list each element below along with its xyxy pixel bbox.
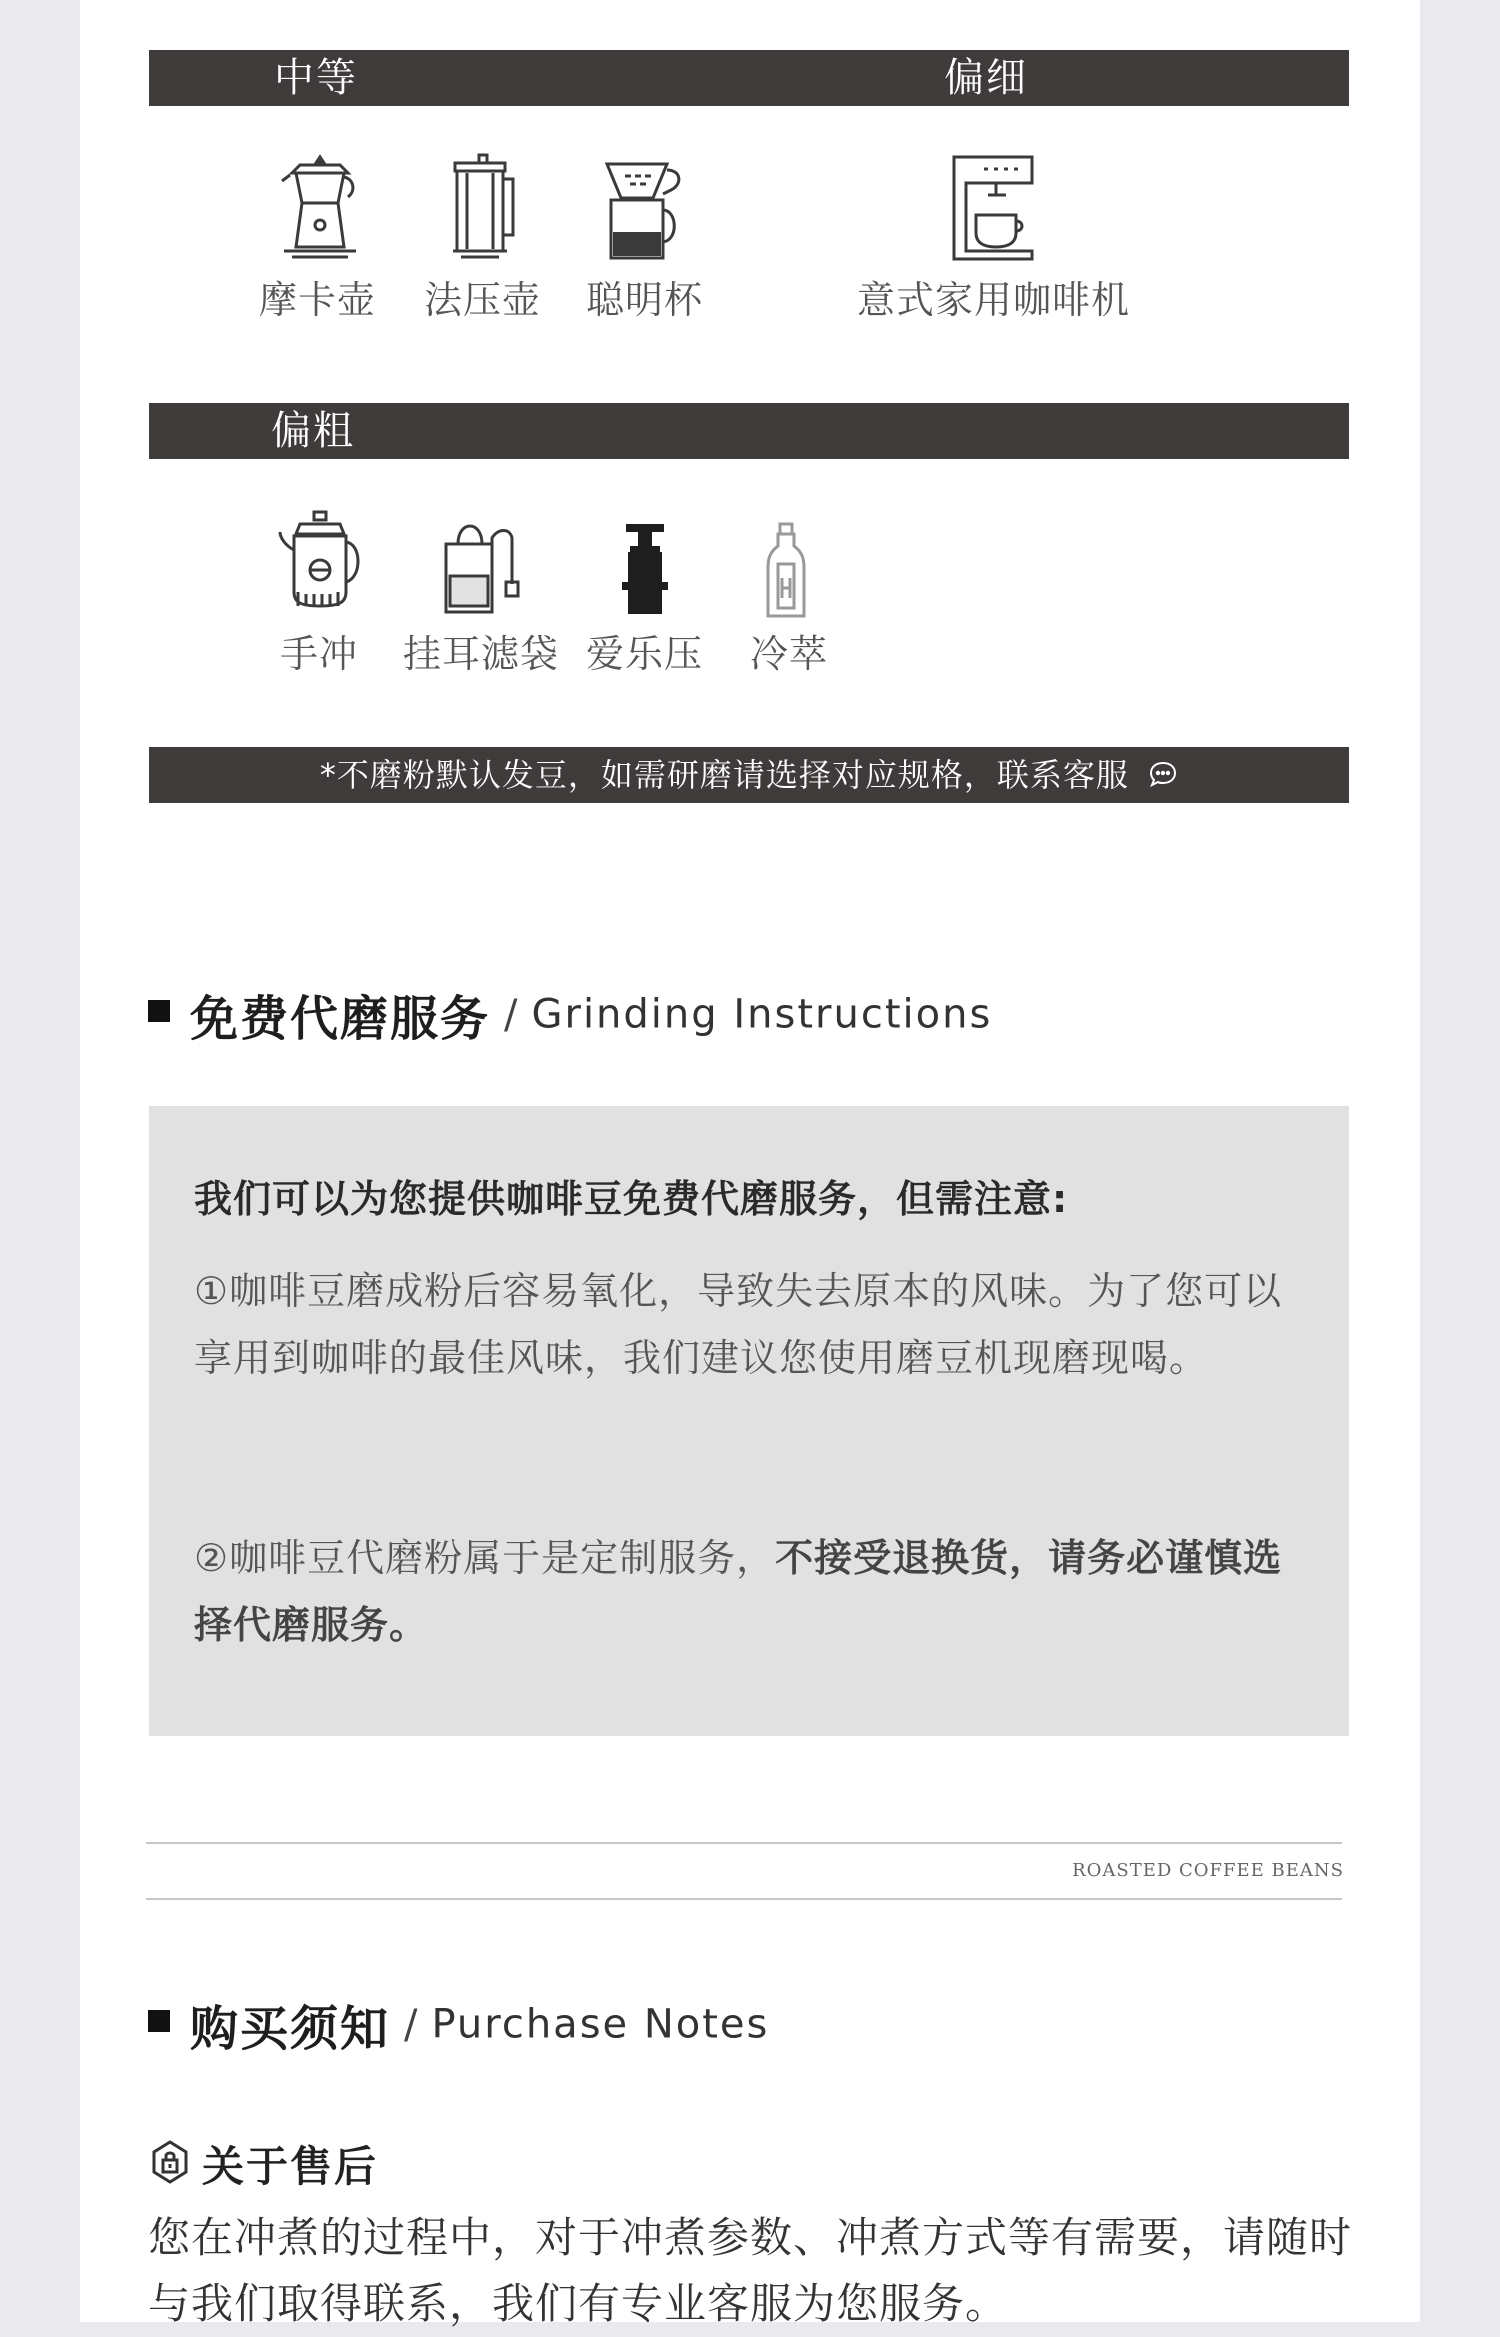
- section-title-en: Grinding Instructions: [531, 991, 993, 1038]
- after-sale-title: [150, 2134, 378, 2194]
- drip-bag-icon: [440, 522, 526, 618]
- grinding-notice-box: [149, 1106, 1349, 1736]
- grind-method-label: 爱乐压: [586, 632, 704, 676]
- espresso-machine-icon: [950, 153, 1036, 265]
- square-bullet-icon: [148, 2010, 170, 2032]
- grinding-notice-heading: 我们可以为您提供咖啡豆免费代磨服务，但需注意:: [194, 1177, 1069, 1221]
- chat-bubble-icon[interactable]: [1148, 749, 1178, 805]
- grind-level-fine-label: 偏细: [944, 55, 1028, 101]
- section-title-en: Purchase Notes: [431, 2001, 770, 2048]
- grind-notice-text: *不磨粉默认发豆，如需研磨请选择对应规格，联系客服: [319, 756, 1129, 794]
- grind-method-label: 冷萃: [750, 632, 829, 676]
- clever-dripper-icon: [603, 160, 687, 266]
- grind-method-label: 意式家用咖啡机: [857, 278, 1131, 322]
- purchase-section-title: [148, 1990, 769, 2059]
- grind-method-label: 聪明杯: [586, 278, 704, 322]
- cold-brew-bottle-icon: [764, 522, 808, 620]
- aeropress-icon: [620, 522, 670, 618]
- paragraph-2-bold-text: 不接受退换货，请务必谨慎选择代磨服务。: [194, 1536, 1283, 1647]
- french-press-icon: [441, 153, 525, 265]
- title-separator: /: [504, 991, 518, 1038]
- after-sale-title-text: 关于售后: [202, 2142, 379, 2191]
- divider-top-line: [146, 1842, 1342, 1844]
- grind-method-label: 挂耳滤袋: [403, 632, 560, 676]
- after-sale-shield-icon: [150, 2140, 190, 2188]
- paragraph-2-normal-text: ②咖啡豆代磨粉属于是定制服务，: [194, 1536, 776, 1580]
- grind-level-bar-coarse: [149, 403, 1349, 459]
- title-separator: /: [404, 2001, 418, 2048]
- grinding-notice-paragraph-1: ①咖啡豆磨成粉后容易氧化，导致失去原本的风味。为了您可以享用到咖啡的最佳风味，我们建议您使用磨豆机现磨现喝。: [194, 1269, 1283, 1380]
- divider-bottom-line: [146, 1898, 1342, 1900]
- grind-method-label: 手冲: [280, 632, 359, 676]
- after-sale-description: 您在冲煮的过程中，对于冲煮参数、冲煮方式等有需要，请随时与我们取得联系，我们有专业客服为您服务。: [148, 2213, 1353, 2328]
- grind-level-medium-label: 中等: [274, 55, 358, 101]
- grind-level-coarse-label: 偏粗: [271, 408, 355, 454]
- grind-method-label: 法压壶: [424, 278, 542, 322]
- grind-method-label: 摩卡壶: [259, 278, 377, 322]
- square-bullet-icon: [148, 1000, 170, 1022]
- grinding-section-title: [148, 980, 992, 1049]
- pour-over-kettle-icon: [278, 510, 364, 618]
- divider-caption: ROASTED COFFEE BEANS: [1072, 1860, 1344, 1881]
- grind-level-bar-medium-fine: [149, 50, 1349, 106]
- grind-notice-bar: [149, 747, 1349, 803]
- grinding-notice-paragraph-2: [194, 1525, 1304, 1659]
- moka-pot-icon: [278, 153, 362, 265]
- section-title-zh: 购买须知: [190, 2001, 391, 2057]
- section-title-zh: 免费代磨服务: [190, 991, 491, 1047]
